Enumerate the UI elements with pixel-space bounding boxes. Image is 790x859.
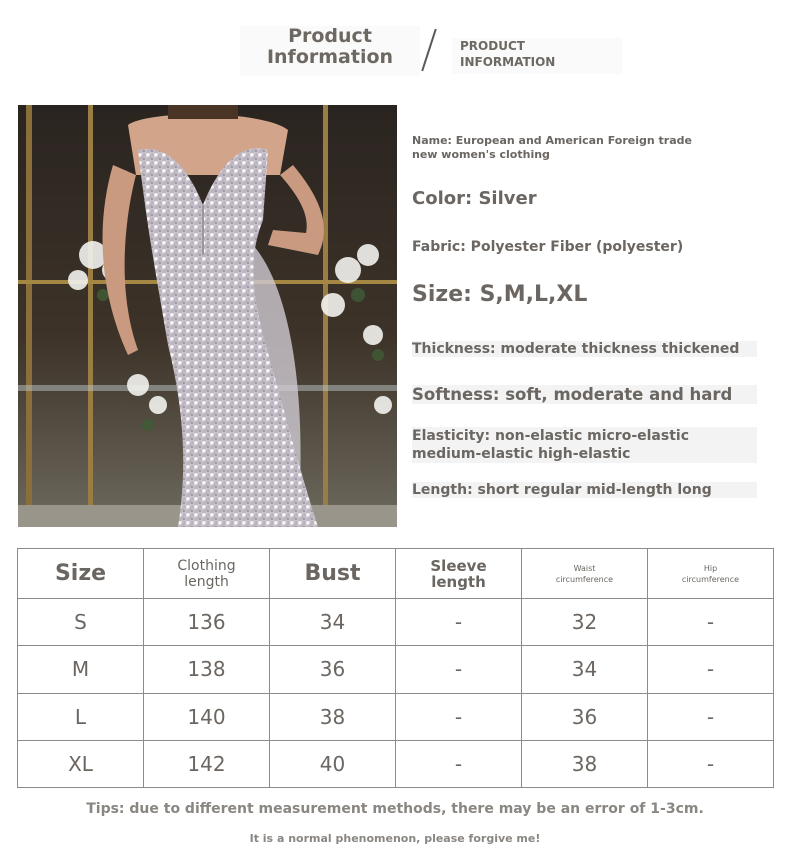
cell-size: L [18,693,144,740]
product-specs [406,105,776,525]
cell-bust: 40 [270,740,396,787]
header-subtitle-line2: INFORMATION [460,55,556,69]
spec-name-line2: new women's clothing [412,148,550,161]
cell-clothing-length: 142 [144,740,270,787]
header-sleeve-length-line1: Sleeve [430,556,487,575]
cell-size: XL [18,740,144,787]
table-row [18,693,774,740]
cell-clothing-length: 140 [144,693,270,740]
apology-note: It is a normal phenomenon, please forgive me! [249,832,541,845]
cell-clothing-length: 136 [144,599,270,646]
cell-waist: 38 [522,740,648,787]
cell-sleeve-length: - [396,646,522,693]
spec-elasticity [412,427,757,463]
spec-softness: Softness: soft, moderate and hard [412,385,757,404]
header-waist-line1: Waist [573,563,596,573]
dress-illustration [18,105,397,527]
cell-clothing-length: 138 [144,646,270,693]
spec-elasticity-line2: medium-elastic high-elastic [412,446,631,462]
header-sleeve-length [396,549,522,599]
measurement-tips: Tips: due to different measurement methods, there may be an error of 1-3cm. [86,801,704,817]
cell-sleeve-length: - [396,740,522,787]
section-header [0,0,790,100]
cell-bust: 34 [270,599,396,646]
cell-waist: 32 [522,599,648,646]
header-divider-slash [421,29,436,71]
header-subtitle-block [452,38,622,74]
cell-size: S [18,599,144,646]
cell-hip: - [648,646,774,693]
size-table [17,548,774,788]
header-waist-line2: circumference [555,574,614,584]
table-row [18,599,774,646]
product-photo [18,105,397,527]
cell-hip: - [648,599,774,646]
header-title-line2: Information [266,46,394,68]
cell-waist: 34 [522,646,648,693]
header-clothing-length-line1: Clothing [177,557,236,574]
cell-sleeve-length: - [396,693,522,740]
spec-color: Color: Silver [412,188,537,209]
spec-elasticity-line1: Elasticity: non-elastic micro-elastic [412,428,690,444]
header-hip-line2: circumference [681,574,740,584]
cell-bust: 38 [270,693,396,740]
cell-hip: - [648,740,774,787]
spec-length: Length: short regular mid-length long [412,482,757,498]
header-hip [648,549,774,599]
spec-name-line1: Name: European and American Foreign trade [412,134,692,147]
header-sleeve-length-line2: length [431,572,486,591]
spec-size: Size: S,M,L,XL [412,282,588,307]
cell-hip: - [648,693,774,740]
header-title-line1: Product [288,25,372,47]
spec-name [412,134,712,162]
header-hip-line1: Hip [703,563,718,573]
header-size: Size [18,549,144,599]
cell-sleeve-length: - [396,599,522,646]
size-table-header-row [18,549,774,599]
spec-fabric: Fabric: Polyester Fiber (polyester) [412,239,684,255]
header-clothing-length-line2: length [184,573,229,590]
table-row [18,740,774,787]
cell-waist: 36 [522,693,648,740]
cell-size: M [18,646,144,693]
spec-thickness: Thickness: moderate thickness thickened [412,341,757,357]
header-waist [522,549,648,599]
cell-bust: 36 [270,646,396,693]
header-clothing-length [144,549,270,599]
header-bust: Bust [270,549,396,599]
header-subtitle-line1: PRODUCT [460,39,525,53]
header-title-block [240,26,420,76]
table-row [18,646,774,693]
